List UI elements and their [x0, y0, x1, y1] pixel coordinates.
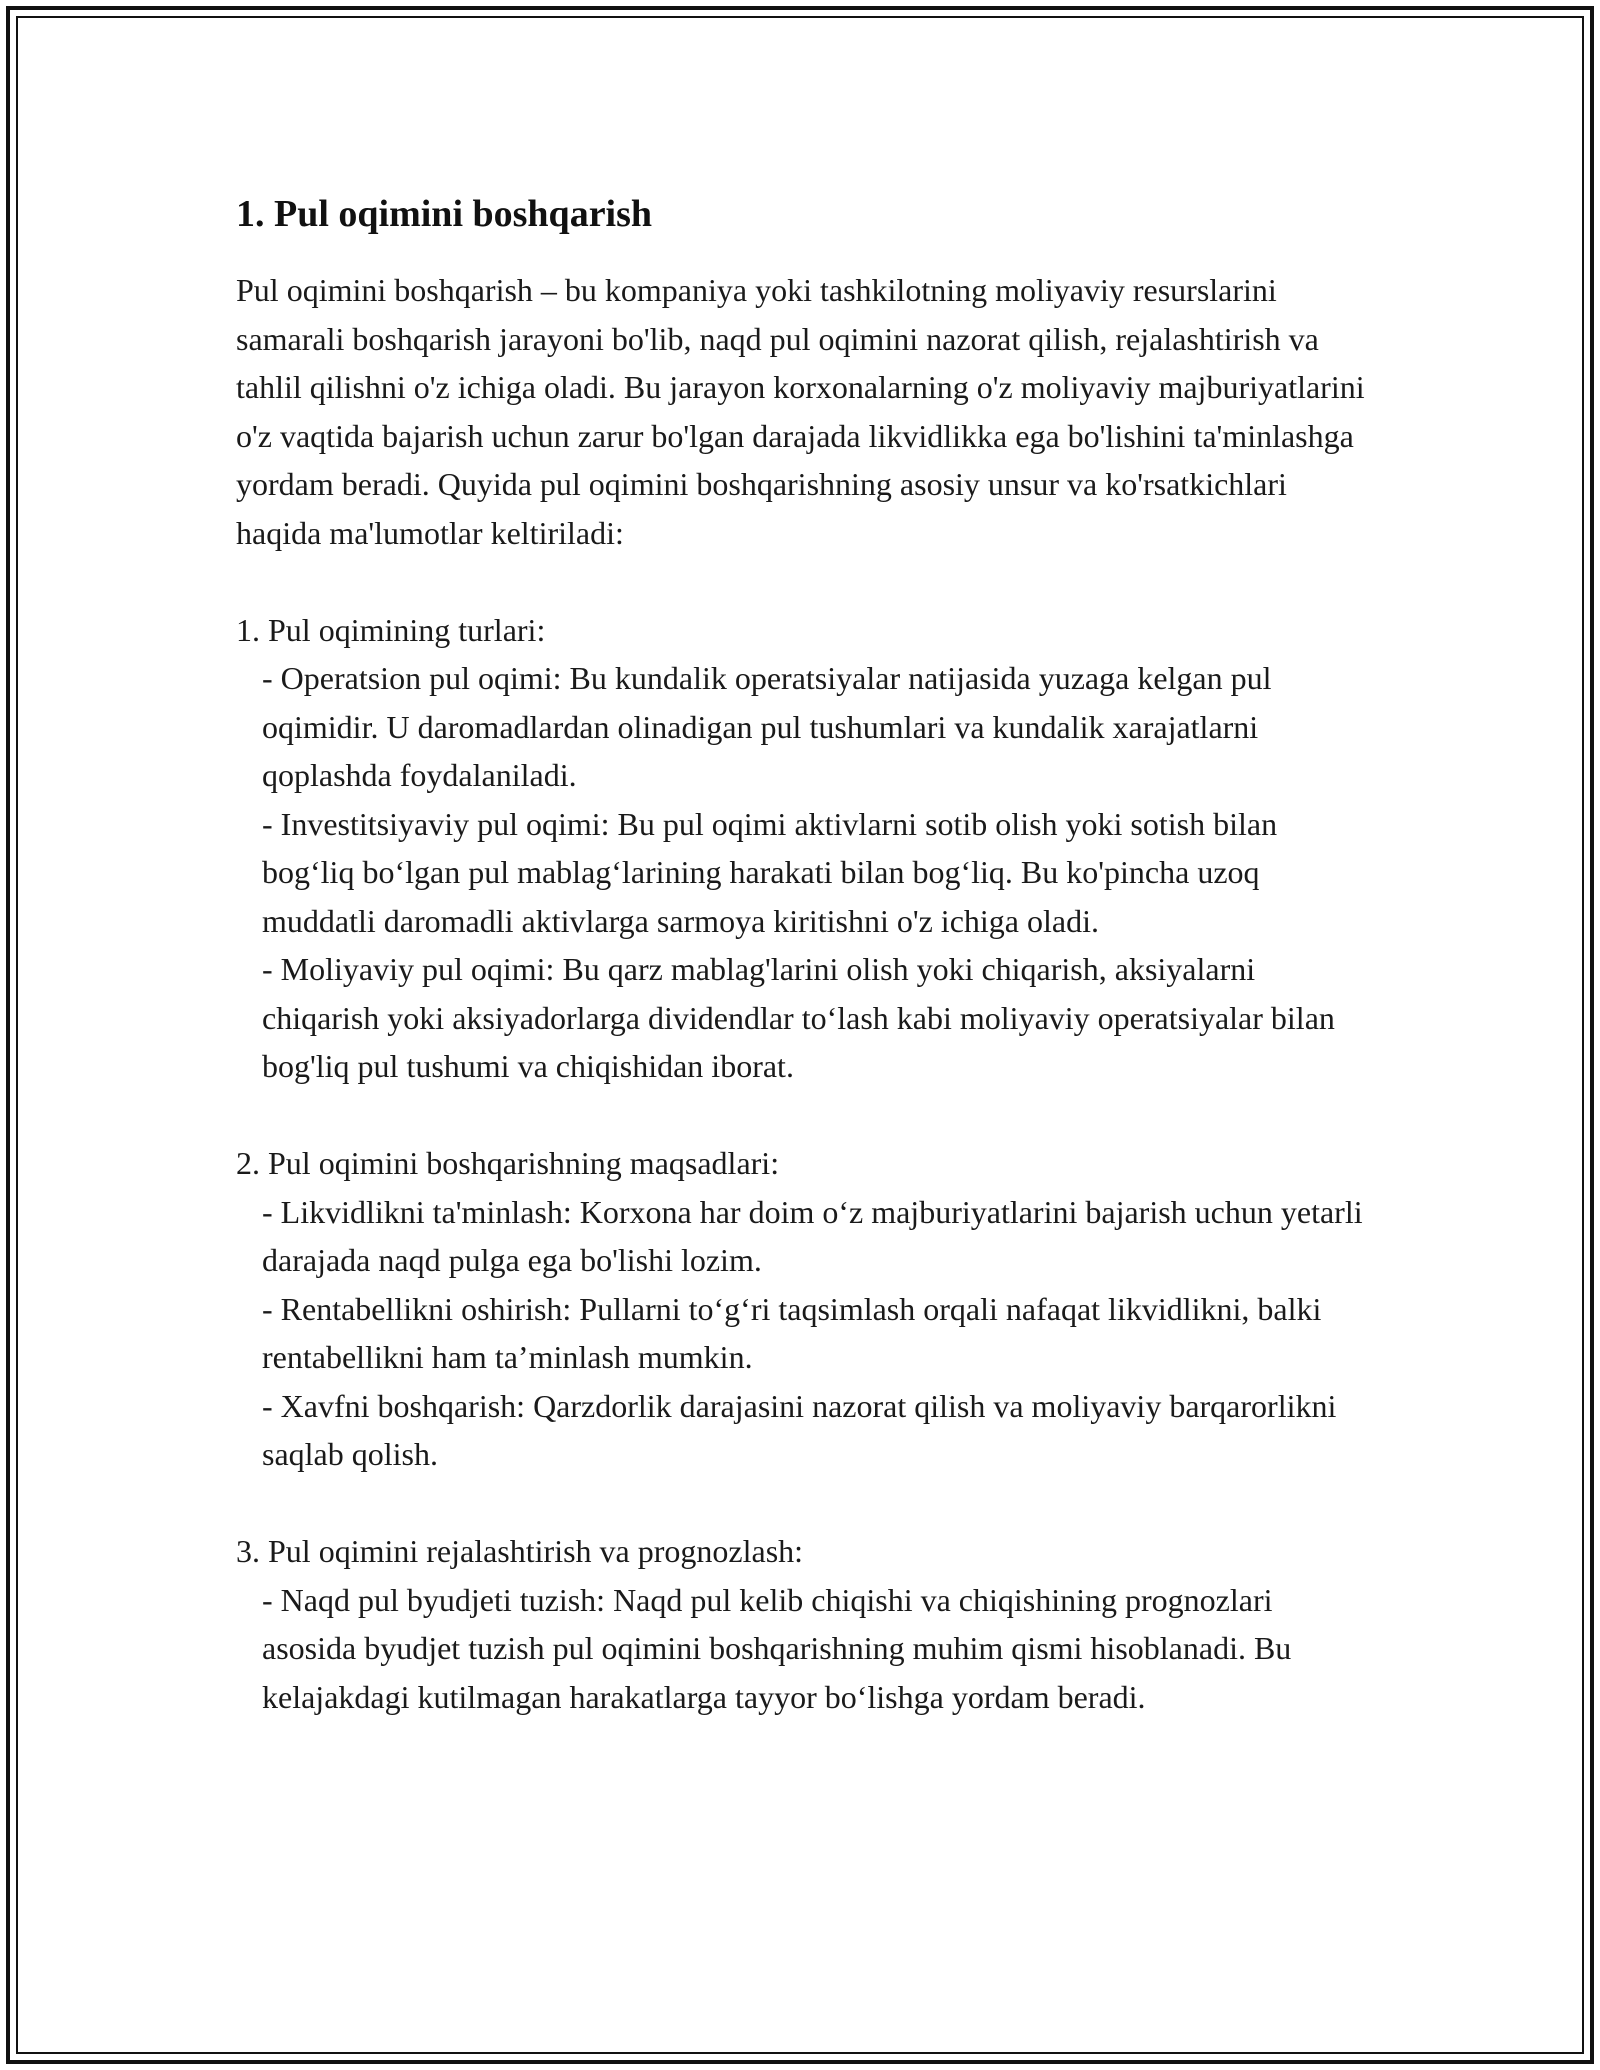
section-heading: 2. Pul oqimini boshqarishning maqsadlari:	[236, 1145, 780, 1181]
section-3	[236, 1527, 1366, 1721]
list-item: - Rentabellikni oshirish: Pullarni to‘g‘ri taqsimlash orqali nafaqat likvidlikni, balki rentabellikni ham ta’minlash mumkin.	[262, 1290, 1322, 1375]
list-item: - Naqd pul byudjeti tuzish: Naqd pul kelib chiqishi va chiqishining prognozlari asosida byudjet tuzish pul oqimini boshqarishning muhim qismi hisoblanadi. Bu kelajakdagi kutilmagan harakatlarga tayyor bo‘lishga yordam beradi.	[262, 1581, 1292, 1715]
document-body	[236, 186, 1366, 1721]
list-item: - Likvidlikni ta'minlash: Korxona har doim o‘z majburiyatlarini bajarish uchun yetarli darajada naqd pulga ega bo'lishi lozim.	[262, 1193, 1363, 1278]
document-title: 1. Pul oqimini boshqarish	[236, 193, 653, 235]
section-spacer	[236, 557, 1366, 606]
list-item: - Xavfni boshqarish: Qarzdorlik darajasini nazorat qilish va moliyaviy barqarorlikni saqlab qolish.	[262, 1387, 1337, 1472]
section-2	[236, 1139, 1366, 1479]
list-item: - Moliyaviy pul oqimi: Bu qarz mablag'larini olish yoki chiqarish, aksiyalarni chiqarish yoki aksiyadorlarga dividendlar to‘lash kabi moliyaviy operatsiyalar bilan bog'liq pul tushumi va chiqishidan iborat.	[262, 951, 1335, 1084]
list-item: - Operatsion pul oqimi: Bu kundalik operatsiyalar natijasida yuzaga kelgan pul oqimidir. U daromadlardan olinadigan pul tushumlari va kundalik xarajatlarni qoplashda foydalaniladi.	[262, 660, 1272, 793]
section-heading: 1. Pul oqimining turlari:	[236, 611, 546, 648]
section-1	[236, 606, 1366, 1091]
section-heading: 3. Pul oqimini rejalashtirish va prognozlash:	[236, 1533, 804, 1569]
intro-paragraph: Pul oqimini boshqarish – bu kompaniya yoki tashkilotning moliyaviy resurslarini samarali boshqarish jarayoni bo'lib, naqd pul oqimini nazorat qilish, rejalashtirish va tahlil qilishni o'z ichiga oladi. Bu jarayon korxonalarning o'z moliyaviy majburiyatlarini o'z vaqtida bajarish uchun zarur bo'lgan darajada likvidlikka ega bo'lishini ta'minlashga yordam beradi. Quyida pul oqimini boshqarishning asosiy unsur va ko'rsatkichlari haqida ma'lumotlar keltiriladi:	[236, 272, 1365, 551]
section-spacer	[236, 1091, 1366, 1140]
list-item: - Investitsiyaviy pul oqimi: Bu pul oqimi aktivlarni sotib olish yoki sotish bilan bog‘liq bo‘lgan pul mablag‘larining harakati bilan bog‘liq. Bu ko'pincha uzoq muddatli daromadli aktivlarga sarmoya kiritishni o'z ichiga oladi.	[262, 805, 1278, 939]
section-spacer	[236, 1479, 1366, 1528]
